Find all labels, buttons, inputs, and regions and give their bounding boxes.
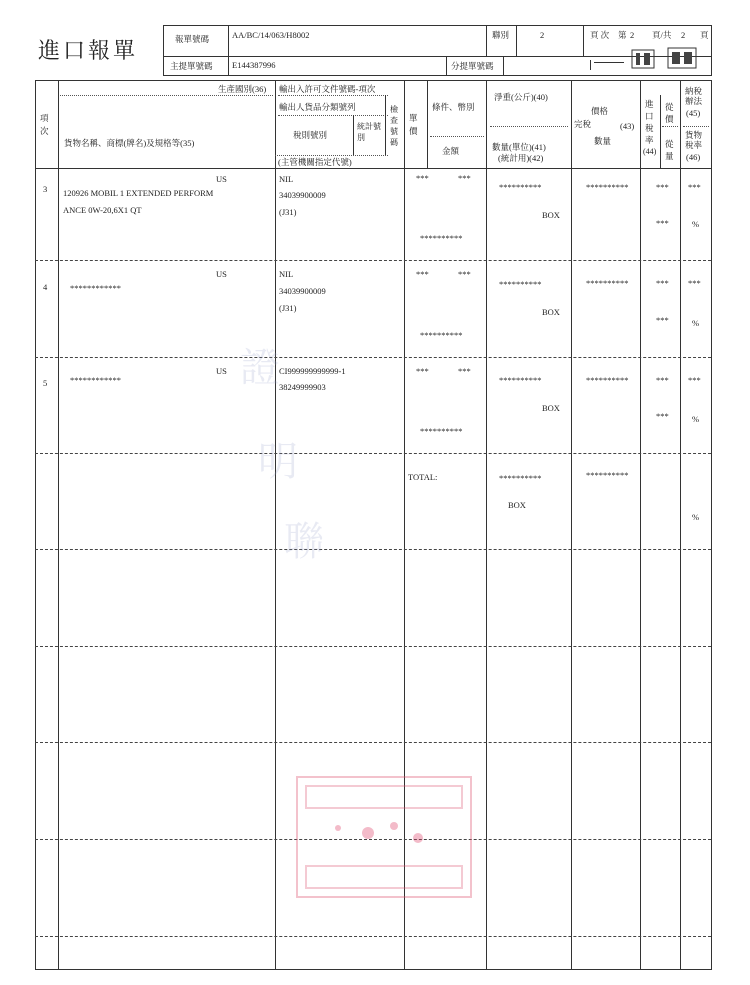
item-weight: ********** [499, 182, 542, 192]
col-tax-method-num: (45) [686, 108, 701, 118]
item-term2: *** [458, 269, 471, 279]
col-commodity-tax-num: (46) [686, 152, 701, 162]
item-no: 3 [43, 184, 48, 194]
col-net-weight: 淨重(公斤)(40) [494, 92, 548, 102]
item-permit: NIL [279, 269, 294, 279]
item-term1: *** [416, 173, 429, 183]
col-ad-valorem: 從價 [665, 102, 674, 124]
form-title: 進口報單 [38, 39, 139, 64]
item-unit: BOX [542, 403, 560, 413]
col-stat-unit: (統計用)(42) [498, 153, 544, 163]
item-amount: ********** [420, 233, 463, 243]
item-agency: (J31) [279, 303, 297, 313]
item-term2: *** [458, 366, 471, 376]
col-value-quantity: 數量 [594, 136, 612, 146]
item-desc-line1: ************ [70, 283, 121, 293]
item-pct: % [692, 318, 700, 328]
page-total: 2 [681, 30, 686, 40]
item-permit: CI999999999999-1 [279, 366, 346, 376]
col-agency: (主管機關指定代號) [278, 157, 352, 167]
total-weight: ********** [499, 473, 542, 483]
item-value: ********** [586, 182, 629, 192]
item-tax1: *** [656, 278, 669, 288]
item-tariff: 34039900009 [279, 286, 326, 296]
item-tax1: *** [656, 375, 669, 385]
barcode-mark [590, 44, 705, 70]
col-value-num: (43) [620, 121, 635, 131]
col-specific: 從量 [665, 139, 674, 161]
col-import-rate: 進口稅率 [645, 99, 654, 145]
col-commodity-tax: 貨物稅率 [685, 130, 703, 150]
item-weight: ********** [499, 375, 542, 385]
official-stamp [296, 776, 472, 898]
item-unit: BOX [542, 210, 560, 220]
col-item-no: 項次 [40, 113, 49, 136]
item-weight: ********** [499, 279, 542, 289]
col-stat-no: 統計號別 [357, 122, 381, 142]
col-goods: 貨物名稱、商標(牌名)及規格等(35) [64, 138, 195, 148]
item-tariff: 38249999903 [279, 382, 326, 392]
watermark-char: 明 [258, 439, 298, 485]
item-no: 5 [43, 378, 48, 388]
page-suffix: 頁 [700, 30, 709, 40]
item-tax2: *** [656, 218, 669, 228]
item-origin: US [216, 174, 227, 184]
total-value: ********** [586, 470, 629, 480]
item-pct: % [692, 414, 700, 424]
col-unit-price: 單價 [409, 113, 418, 136]
item-term1: *** [416, 269, 429, 279]
declaration-no: AA/BC/14/063/H8002 [232, 30, 310, 40]
item-amount: ********** [420, 330, 463, 340]
item-value: ********** [586, 278, 629, 288]
col-import-rate-num: (44) [643, 147, 657, 156]
item-origin: US [216, 366, 227, 376]
label-master-bl: 主提單號碼 [170, 61, 213, 71]
watermark-char: 證 [240, 345, 280, 391]
col-terms: 條件、幣別 [432, 102, 475, 112]
item-tariff: 34039900009 [279, 190, 326, 200]
label-house-bl: 分提單號碼 [451, 61, 494, 71]
label-copy: 聯別 [492, 30, 510, 40]
col-origin: 生產國別(36) [218, 84, 267, 94]
copy-no: 2 [540, 30, 545, 40]
item-tax2: *** [656, 411, 669, 421]
item-desc-line2: ANCE 0W-20,6X1 QT [63, 205, 142, 215]
total-pct: % [692, 512, 700, 522]
item-amount: ********** [420, 426, 463, 436]
total-label: TOTAL: [408, 472, 438, 482]
item-term1: *** [416, 366, 429, 376]
label-page-of: 頁 次 [590, 30, 610, 40]
item-value: ********** [586, 375, 629, 385]
item-method: *** [688, 278, 701, 288]
item-permit: NIL [279, 174, 294, 184]
col-exporter-code: 輸出人貨品分類號列 [279, 102, 356, 112]
item-no: 4 [43, 282, 48, 292]
item-tax1: *** [656, 182, 669, 192]
page-current: 2 [630, 30, 635, 40]
page-total-label: 頁/共 [652, 30, 672, 40]
item-term2: *** [458, 173, 471, 183]
col-quantity: 數量(單位)(41) [492, 142, 546, 152]
item-desc-line1: ************ [70, 375, 121, 385]
item-desc-line1: 120926 MOBIL 1 EXTENDED PERFORM [63, 188, 214, 198]
watermark-char: 聯 [284, 519, 324, 565]
label-declaration-no: 報單號碼 [175, 34, 210, 44]
total-unit: BOX [508, 500, 526, 510]
col-value-prefix: 完稅 [574, 119, 592, 129]
item-method: *** [688, 375, 701, 385]
item-method: *** [688, 182, 701, 192]
item-agency: (J31) [279, 207, 297, 217]
master-bl: E144387996 [232, 60, 276, 70]
item-tax2: *** [656, 315, 669, 325]
item-origin: US [216, 269, 227, 279]
item-pct: % [692, 219, 700, 229]
col-export-permit: 輸出入許可文件號碼-項次 [279, 84, 376, 94]
col-dutiable-value: 價格 [591, 106, 609, 116]
col-inspection: 檢查號碼 [390, 105, 398, 147]
col-tariff-no: 稅則號別 [293, 130, 328, 140]
page-current-prefix: 第 [618, 30, 627, 40]
col-amount: 金額 [442, 146, 460, 156]
item-unit: BOX [542, 307, 560, 317]
col-tax-method: 納稅辦法 [685, 86, 703, 106]
